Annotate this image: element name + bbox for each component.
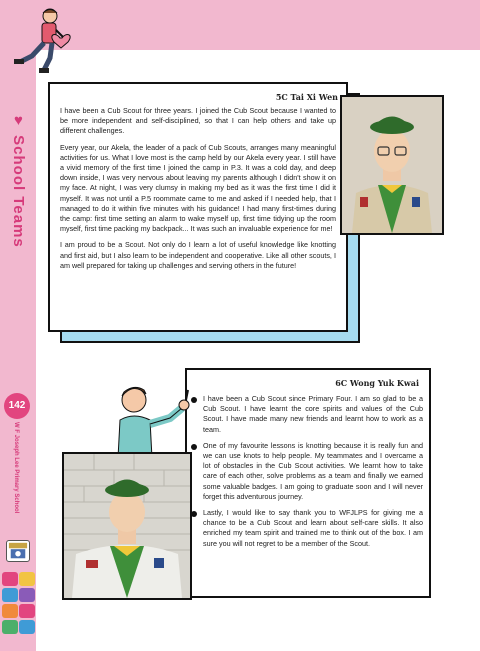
student-name: 6C Wong Yuk Kwai — [335, 378, 419, 388]
paragraph-text: One of my favourite lessons is knotting because it is really fun and we can use knots to help people. My teammates and I overcame a lot of obstacles in the Cub Scout activities. We learnt how to take care of each other, solve problems as a team and finally we earned some valuable badges. I am going to graduate soon and I will never forget this adventurous journey. — [203, 440, 423, 501]
paragraph — [203, 394, 423, 435]
profile-card-1 — [48, 82, 348, 332]
school-name: W F Joseph Lee Primary School — [13, 422, 19, 514]
student-photo-1 — [340, 95, 444, 235]
profile-text — [203, 394, 423, 555]
character-pointing-illustration — [108, 378, 194, 458]
section-title-text: School Teams — [10, 135, 27, 248]
paragraph: I have been a Cub Scout for three years. I joined the Cub Scout because I wanted to be more independent and self-disciplined, so that I can help others and take up different challenges. — [60, 106, 336, 136]
paragraph — [203, 508, 423, 549]
page-number: 142 — [4, 393, 30, 419]
color-stripes-decoration — [0, 568, 36, 651]
profile-card-2 — [185, 368, 431, 598]
heart-icon: ♥ — [10, 112, 27, 136]
paragraph: I am proud to be a Scout. Not only do I learn a lot of useful knowledge like knotting and first aid, but I also learn to be independent and cooperative. Like all other scouts, I am well prepared for taking up challenges and serving others in the future! — [60, 240, 336, 270]
character-heart-illustration — [6, 4, 72, 76]
paragraph-text: I have been a Cub Scout since Primary Four. I am so glad to be a Cub Scout. I have learnt the core spirits and values of the Cub Scout. I have made many new friends and learnt how to work as a team. — [203, 394, 423, 434]
top-pink-band — [0, 0, 480, 50]
section-title — [4, 110, 32, 250]
paragraph-text: Lastly, I would like to say thank you to WFJLPS for giving me a chance to be a Cub Scout and learn about self-care skills. It also enriched my team spirit and trained me to think out of the box. I am sure you will not regret to be a member of the Scout. — [203, 508, 423, 548]
school-logo-icon — [6, 540, 30, 562]
student-photo-2 — [62, 452, 192, 600]
profile-text — [60, 106, 336, 277]
paragraph: Every year, our Akela, the leader of a pack of Cub Scouts, arranges many meaningful activities for us. What I love most is the camp held by our Akela every year. I still have a vivid memory of the first time I joined the camp in P.3. It was a cold day, and deep down inside, I was very nervous about leaving my parents although I didn't show it on my face. At night, I was very clumsy in making my bed as it was the first time I did it myself. It was not until a P.5 roommate came to me and asked if I needed help, that I managed to do it within five minutes with his guidance! I had many first-times during the camp: first time setting an alarm to wake myself up, first time tidying up the room myself, first time packing my backpack... It was such an invaluable experience for me! — [60, 142, 336, 234]
paragraph — [203, 441, 423, 502]
student-name: 5C Tai Xi Wen — [275, 92, 338, 102]
